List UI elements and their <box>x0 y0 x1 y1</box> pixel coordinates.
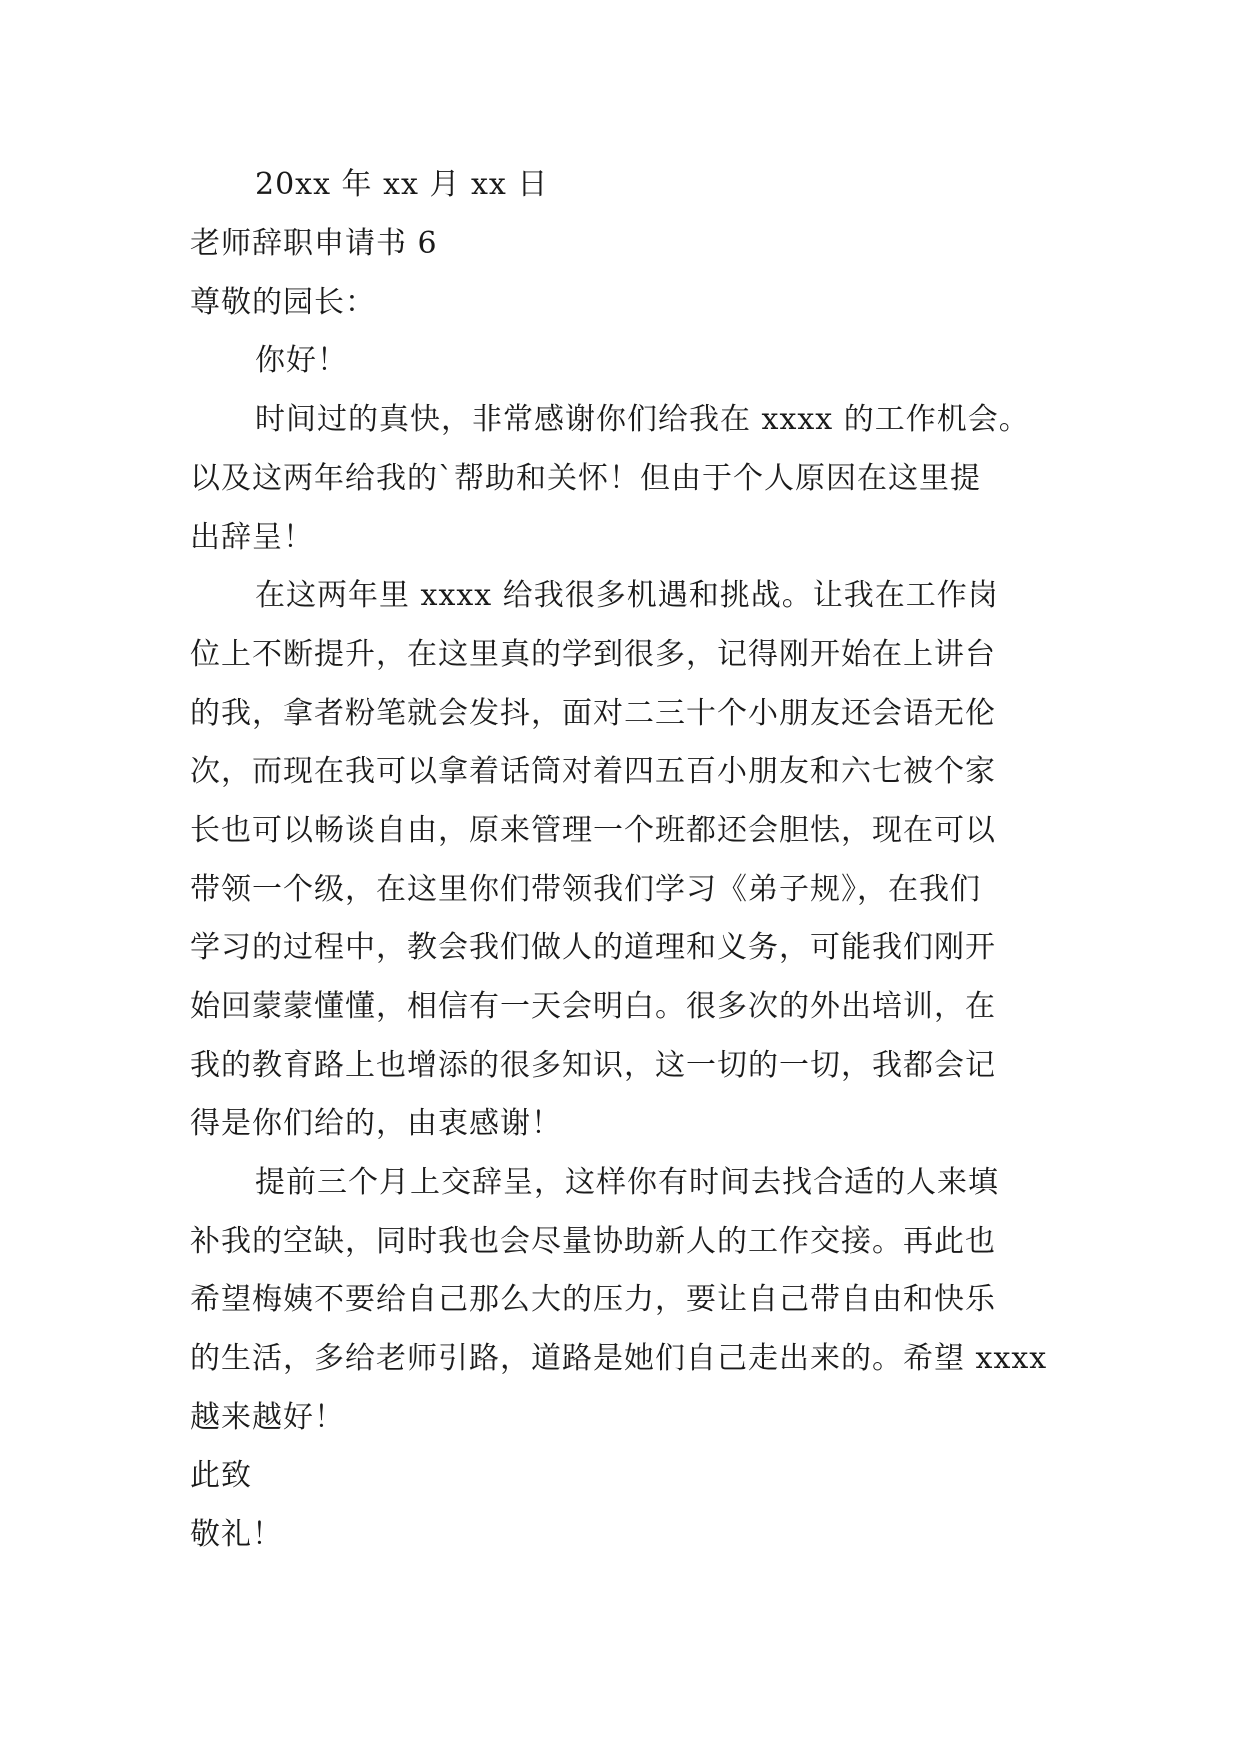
document-title: 老师辞职申请书 6 <box>190 226 438 261</box>
paragraph-line: 出辞呈！ <box>190 520 314 555</box>
paragraph-line: 越来越好！ <box>190 1400 345 1435</box>
paragraph-line: 时间过的真快，非常感谢你们给我在 xxxx 的工作机会。 <box>255 402 1030 437</box>
paragraph-line: 以及这两年给我的`帮助和关怀！但由于个人原因在这里提 <box>190 461 981 496</box>
paragraph-line: 长也可以畅谈自由，原来管理一个班都还会胆怯，现在可以 <box>190 813 996 848</box>
paragraph-line: 始回蒙蒙懂懂，相信有一天会明白。很多次的外出培训，在 <box>190 989 996 1024</box>
paragraph-line: 在这两年里 xxxx 给我很多机遇和挑战。让我在工作岗 <box>255 578 999 613</box>
closing-line-2: 敬礼！ <box>190 1517 283 1552</box>
paragraph-line: 提前三个月上交辞呈，这样你有时间去找合适的人来填 <box>255 1165 999 1200</box>
paragraph-line: 的我，拿者粉笔就会发抖，面对二三十个小朋友还会语无伦 <box>190 696 996 731</box>
paragraph-line: 我的教育路上也增添的很多知识，这一切的一切，我都会记 <box>190 1048 996 1083</box>
closing-line-1: 此致 <box>190 1458 252 1493</box>
paragraph-line: 补我的空缺，同时我也会尽量协助新人的工作交接。再此也 <box>190 1224 996 1259</box>
paragraph-line: 得是你们给的，由衷感谢！ <box>190 1106 562 1141</box>
date-line: 20xx 年 xx 月 xx 日 <box>255 167 549 202</box>
greeting: 你好！ <box>255 343 348 378</box>
paragraph-line: 位上不断提升，在这里真的学到很多，记得刚开始在上讲台 <box>190 637 996 672</box>
paragraph-line: 希望梅姨不要给自己那么大的压力，要让自己带自由和快乐 <box>190 1282 996 1317</box>
paragraph-line: 学习的过程中，教会我们做人的道理和义务，可能我们刚开 <box>190 930 996 965</box>
paragraph-line: 次，而现在我可以拿着话筒对着四五百小朋友和六七被个家 <box>190 754 996 789</box>
paragraph-line: 的生活，多给老师引路，道路是她们自己走出来的。希望 xxxx <box>190 1341 1048 1376</box>
salutation: 尊敬的园长： <box>190 285 376 320</box>
paragraph-line: 带领一个级，在这里你们带领我们学习《弟子规》，在我们 <box>190 872 981 907</box>
